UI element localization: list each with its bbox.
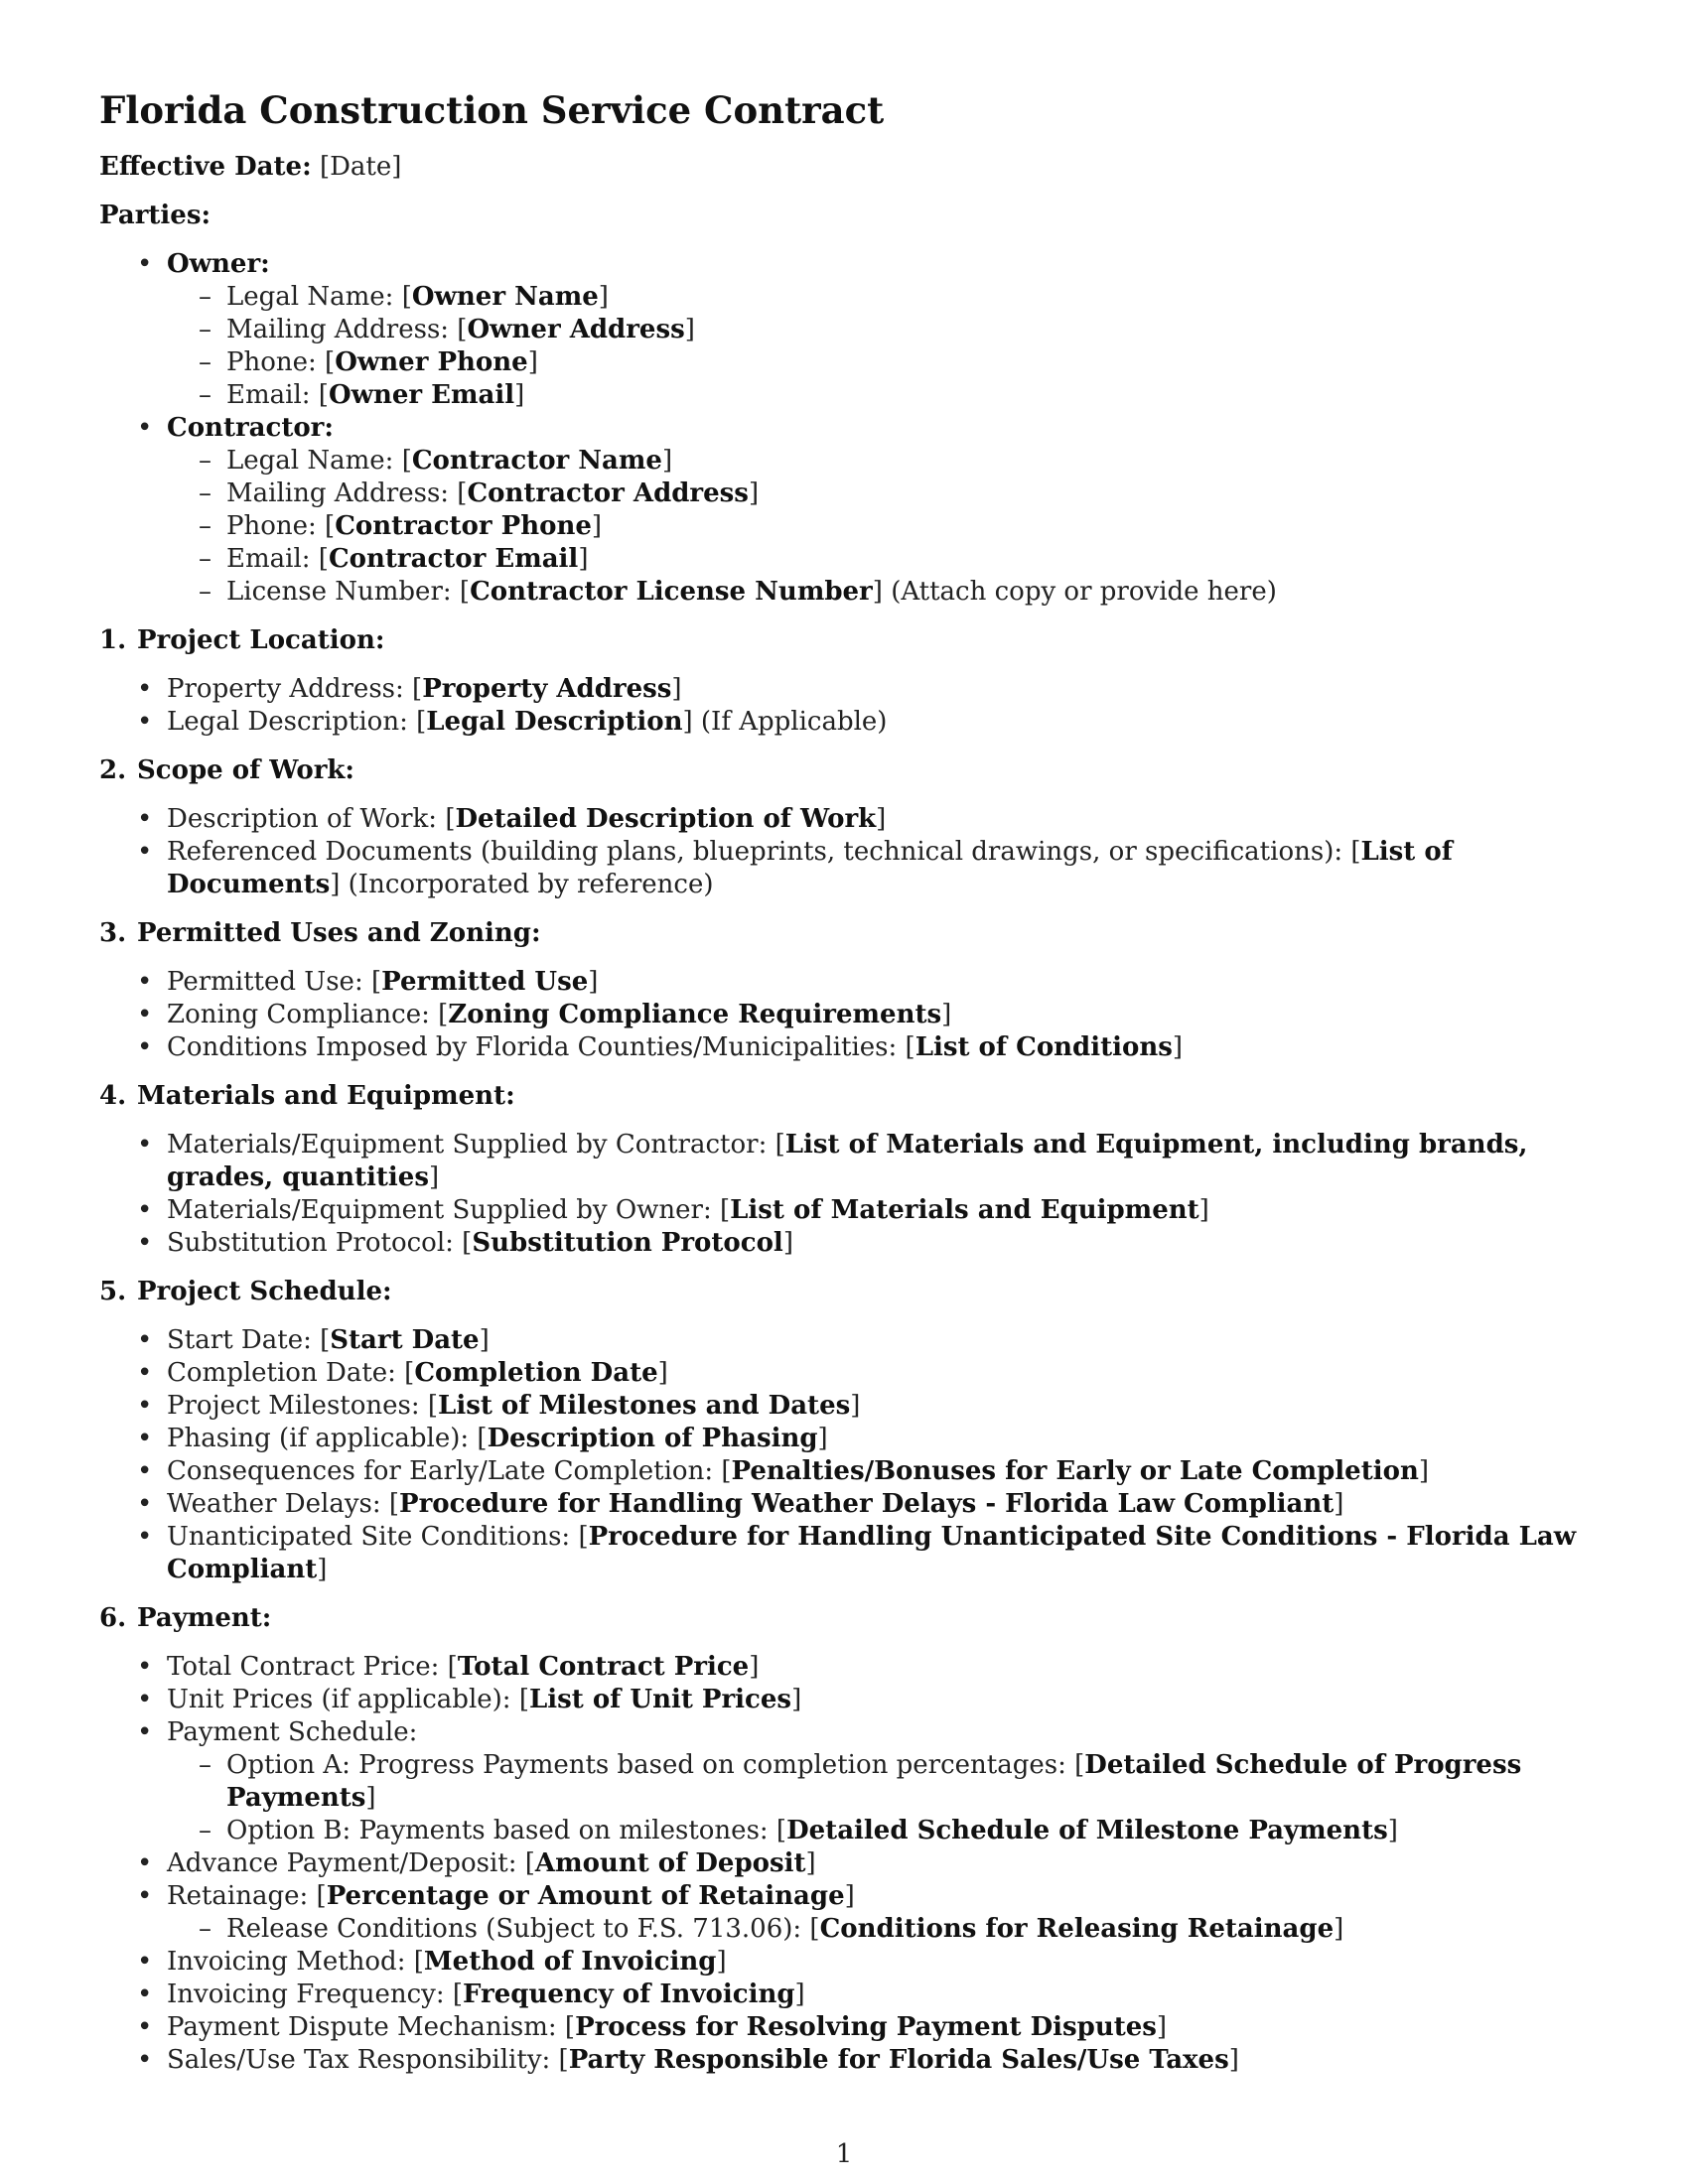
parties-label: Parties: [99, 201, 211, 230]
section-item: • Substitution Protocol: [Substitution Protocol] [99, 1227, 1591, 1260]
section-subitem-label: Option B: Payments based on milestones: [226, 1816, 769, 1845]
section-item: • Property Address: [Property Address] [99, 673, 1591, 706]
section-number: 4. [99, 1081, 127, 1111]
owner-detail-label: Mailing Address: [226, 315, 450, 344]
party-contractor-label: Contractor: [167, 413, 334, 443]
section-item-value: Procedure for Handling Unanticipated Site Conditions - Florida Law Compliant [167, 1522, 1577, 1584]
section-subitem-value: Detailed Schedule of Milestone Payments [786, 1816, 1388, 1845]
section-subitem-label: Release Conditions (Subject to F.S. 713.06): [226, 1914, 802, 1944]
section-item-label: Unit Prices (if applicable): [167, 1685, 511, 1714]
section-item-label: Total Contract Price: [167, 1652, 440, 1682]
section-subitem-value: Detailed Schedule of Progress Payments [226, 1750, 1522, 1813]
owner-details [167, 281, 1591, 412]
section-item-value: Amount of Deposit [534, 1848, 806, 1878]
owner-detail-label: Legal Name: [226, 282, 394, 312]
section-item-value: List of Materials and Equipment, including brands, grades, quantities [167, 1130, 1528, 1192]
section-heading [99, 624, 1591, 657]
contractor-detail-note: (Attach copy or provide here) [891, 577, 1277, 607]
section-items [99, 803, 1591, 901]
section-item: • Weather Delays: [Procedure for Handling Weather Delays - Florida Law Compliant] [99, 1488, 1591, 1521]
section-item [99, 1716, 1591, 1847]
section-number: 3. [99, 918, 127, 948]
section-item-value: Zoning Compliance Requirements [448, 1000, 942, 1029]
contract-sections [99, 624, 1591, 2077]
section-item-label: Legal Description: [167, 707, 408, 737]
section-items [99, 966, 1591, 1064]
section-item-value: Substitution Protocol [472, 1228, 783, 1258]
section-item-label: Conditions Imposed by Florida Counties/Municipalities: [167, 1032, 898, 1062]
contractor-detail-label: Email: [226, 544, 311, 574]
section-item-value: Frequency of Invoicing [463, 1979, 795, 2009]
owner-detail-item: – Phone: [Owner Phone] [167, 346, 1591, 379]
party-owner [99, 248, 1591, 412]
section-item: • Start Date: [Start Date] [99, 1324, 1591, 1357]
section-item-label: Zoning Compliance: [167, 1000, 430, 1029]
contractor-detail-value: Contractor License Number [470, 577, 873, 607]
section-item-value: Legal Description [426, 707, 683, 737]
section-item-value: List of Milestones and Dates [438, 1391, 851, 1421]
section-subitems [167, 1749, 1591, 1847]
contractor-detail-item: – License Number: [Contractor License Number] (Attach copy or provide here) [167, 576, 1591, 609]
section-title: Project Location: [137, 625, 385, 655]
section-items [99, 1129, 1591, 1260]
section-number: 1. [99, 625, 127, 655]
section-item-label: Start Date: [167, 1325, 312, 1355]
section-item-label: Phasing (if applicable): [167, 1424, 470, 1453]
contractor-details [167, 445, 1591, 609]
section-item-value: List of Unit Prices [528, 1685, 792, 1714]
section-subitem-value: Conditions for Releasing Retainage [819, 1914, 1335, 1944]
section-item-value: Total Contract Price [457, 1652, 750, 1682]
section-item: • Phasing (if applicable): [Description of Phasing] [99, 1423, 1591, 1455]
contractor-detail-value: Contractor Address [467, 478, 749, 508]
section-item: • Invoicing Method: [Method of Invoicing] [99, 1946, 1591, 1979]
section-items [99, 673, 1591, 739]
section-title: Permitted Uses and Zoning: [137, 918, 541, 948]
owner-detail-label: Phone: [226, 347, 317, 377]
section-item-value: List of Conditions [914, 1032, 1173, 1062]
section-item-value: List of Materials and Equipment [730, 1195, 1199, 1225]
section-item-label: Weather Delays: [167, 1489, 381, 1519]
section-item-value: Percentage or Amount of Retainage [326, 1881, 845, 1911]
section-item: • Conditions Imposed by Florida Counties/Municipalities: [List of Conditions] [99, 1031, 1591, 1064]
section-subitem: – Option A: Progress Payments based on completion percentages: [Detailed Schedule of Progress Payments] [167, 1749, 1591, 1815]
owner-detail-label: Email: [226, 380, 311, 410]
party-contractor [99, 412, 1591, 609]
section-item: • Payment Dispute Mechanism: [Process for Resolving Payment Disputes] [99, 2011, 1591, 2044]
section-item: • Total Contract Price: [Total Contract Price] [99, 1651, 1591, 1684]
section-heading [99, 1080, 1591, 1113]
section-item: • Permitted Use: [Permitted Use] [99, 966, 1591, 999]
section-subitem-label: Option A: Progress Payments based on completion percentages: [226, 1750, 1066, 1780]
section-item-value: Process for Resolving Payment Disputes [575, 2012, 1157, 2042]
contractor-detail-item: – Phone: [Contractor Phone] [167, 510, 1591, 543]
party-owner-label: Owner: [167, 249, 270, 279]
section-item: • Consequences for Early/Late Completion: [Penalties/Bonuses for Early or Late Completion] [99, 1455, 1591, 1488]
section-item: • Legal Description: [Legal Description] (If Applicable) [99, 706, 1591, 739]
section-item-label: Description of Work: [167, 804, 438, 834]
section-item-value: Party Responsible for Florida Sales/Use Taxes [568, 2045, 1229, 2075]
section-item: • Project Milestones: [List of Milestones and Dates] [99, 1390, 1591, 1423]
section-item-value: Penalties/Bonuses for Early or Late Completion [731, 1456, 1419, 1486]
contractor-detail-item: – Email: [Contractor Email] [167, 543, 1591, 576]
section-subitem: – Release Conditions (Subject to F.S. 713.06): [Conditions for Releasing Retainage] [167, 1913, 1591, 1946]
section-item-label: Invoicing Method: [167, 1947, 406, 1977]
section-heading [99, 1276, 1591, 1308]
section-heading [99, 754, 1591, 787]
section-item: • Unanticipated Site Conditions: [Procedure for Handling Unanticipated Site Conditions - Florida Law Compliant] [99, 1521, 1591, 1586]
section-items [99, 1324, 1591, 1586]
section-item-note: (Incorporated by reference) [348, 870, 714, 899]
section-item-value: List of Documents [167, 837, 1453, 899]
section-number: 6. [99, 1603, 127, 1633]
parties-list [99, 248, 1591, 609]
page-number: 1 [835, 2139, 853, 2169]
section-item-label: Payment Schedule: [167, 1717, 418, 1747]
section-item-label: Permitted Use: [167, 967, 363, 997]
contractor-detail-label: Phone: [226, 511, 317, 541]
section-item: • Materials/Equipment Supplied by Owner: [List of Materials and Equipment] [99, 1194, 1591, 1227]
section-number: 5. [99, 1277, 127, 1306]
section-subitems [167, 1913, 1591, 1946]
section-heading [99, 1602, 1591, 1635]
contractor-detail-item: – Mailing Address: [Contractor Address] [167, 478, 1591, 510]
section-title: Materials and Equipment: [137, 1081, 515, 1111]
contractor-detail-value: Contractor Phone [335, 511, 592, 541]
owner-detail-value: Owner Name [411, 282, 599, 312]
section-item-label: Retainage: [167, 1881, 309, 1911]
effective-date-label: Effective Date: [99, 152, 312, 182]
section-item: • Sales/Use Tax Responsibility: [Party Responsible for Florida Sales/Use Taxes] [99, 2044, 1591, 2077]
section-item: • Unit Prices (if applicable): [List of Unit Prices] [99, 1684, 1591, 1716]
contractor-detail-label: License Number: [226, 577, 452, 607]
contractor-detail-label: Mailing Address: [226, 478, 450, 508]
contract-page [99, 85, 1591, 2093]
owner-detail-value: Owner Address [467, 315, 685, 344]
section-item-value: Detailed Description of Work [455, 804, 877, 834]
section-item-value: Description of Phasing [487, 1424, 818, 1453]
page-title: Florida Construction Service Contract [99, 88, 885, 132]
section-item: • Retainage: [Percentage or Amount of Retainage] – Release Conditions (Subject to F.S. 713.06): [Conditions for Releasing Retainage] [99, 1880, 1591, 1946]
contractor-detail-item: – Legal Name: [Contractor Name] [167, 445, 1591, 478]
section-item: • Advance Payment/Deposit: [Amount of Deposit] [99, 1847, 1591, 1880]
owner-detail-item: – Email: [Owner Email] [167, 379, 1591, 412]
section-item: • Invoicing Frequency: [Frequency of Invoicing] [99, 1979, 1591, 2011]
owner-detail-value: Owner Email [328, 380, 515, 410]
contractor-detail-label: Legal Name: [226, 446, 394, 476]
section-item-note: (If Applicable) [700, 707, 888, 737]
section-item-label: Materials/Equipment Supplied by Owner: [167, 1195, 712, 1225]
contractor-detail-value: Contractor Name [411, 446, 662, 476]
section-item-value: Procedure for Handling Weather Delays - Florida Law Compliant [399, 1489, 1335, 1519]
section-heading [99, 917, 1591, 950]
owner-detail-value: Owner Phone [335, 347, 528, 377]
parties-heading [99, 200, 1591, 232]
section-item-label: Sales/Use Tax Responsibility: [167, 2045, 551, 2075]
section-item: • Zoning Compliance: [Zoning Compliance Requirements] [99, 999, 1591, 1031]
section-item-label: Unanticipated Site Conditions: [167, 1522, 571, 1552]
section-item: • Referenced Documents (building plans, blueprints, technical drawings, or specifications): [List of Documents] (Incorporated by reference) [99, 836, 1591, 901]
section-title: Scope of Work: [137, 755, 355, 785]
owner-detail-item: – Legal Name: [Owner Name] [167, 281, 1591, 314]
section-item-label: Project Milestones: [167, 1391, 420, 1421]
contractor-detail-value: Contractor Email [328, 544, 579, 574]
section-item-label: Referenced Documents (building plans, blueprints, technical drawings, or specifications): [167, 837, 1343, 867]
section-items [99, 1651, 1591, 2077]
section-item-label: Payment Dispute Mechanism: [167, 2012, 557, 2042]
section-item-value: Property Address [422, 674, 672, 704]
owner-detail-item: – Mailing Address: [Owner Address] [167, 314, 1591, 346]
section-item-value: Start Date [330, 1325, 480, 1355]
section-item-label: Property Address: [167, 674, 404, 704]
section-item-label: Advance Payment/Deposit: [167, 1848, 517, 1878]
section-item-value: Completion Date [414, 1358, 658, 1388]
section-number: 2. [99, 755, 127, 785]
section-item-label: Consequences for Early/Late Completion: [167, 1456, 714, 1486]
section-title: Payment: [137, 1603, 272, 1633]
section-item: • Materials/Equipment Supplied by Contractor: [List of Materials and Equipment, including brands, grades, quantities] [99, 1129, 1591, 1194]
section-item-value: Method of Invoicing [423, 1947, 717, 1977]
section-subitem: – Option B: Payments based on milestones: [Detailed Schedule of Milestone Payments] [167, 1815, 1591, 1847]
section-item: • Description of Work: [Detailed Description of Work] [99, 803, 1591, 836]
section-item: • Completion Date: [Completion Date] [99, 1357, 1591, 1390]
section-title: Project Schedule: [137, 1277, 392, 1306]
section-item-value: Permitted Use [381, 967, 589, 997]
section-item-label: Completion Date: [167, 1358, 396, 1388]
section-item-label: Substitution Protocol: [167, 1228, 454, 1258]
effective-date-value: [Date] [319, 152, 402, 182]
section-item-label: Materials/Equipment Supplied by Contractor: [167, 1130, 768, 1160]
section-item-label: Invoicing Frequency: [167, 1979, 445, 2009]
effective-date [99, 151, 1591, 184]
